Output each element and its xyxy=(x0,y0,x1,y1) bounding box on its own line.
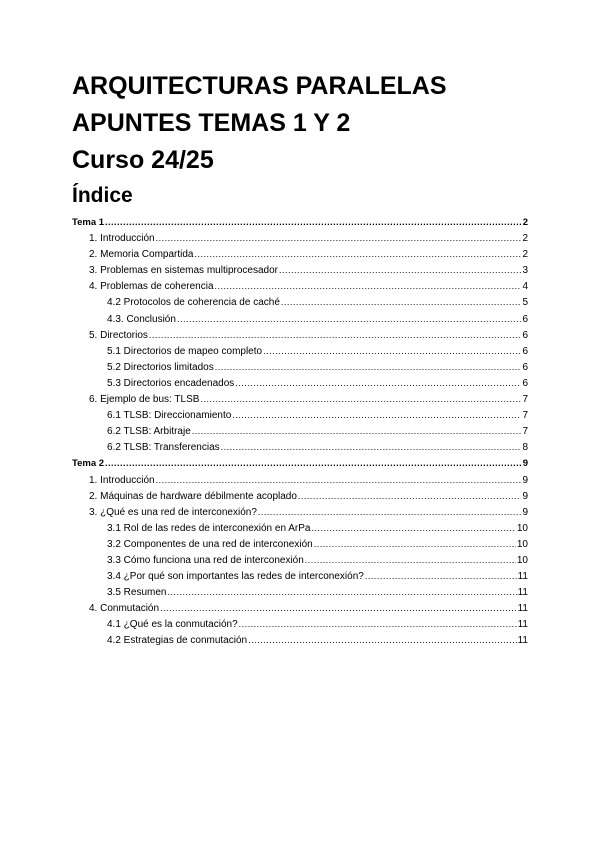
toc-entry-page: 9 xyxy=(522,490,528,502)
toc-entry-page: 9 xyxy=(522,458,528,470)
toc-entry[interactable] xyxy=(72,327,528,343)
toc-dot-leader xyxy=(167,584,516,600)
toc-entry-page: 7 xyxy=(522,410,528,422)
toc-entry-label: 3.1 Rol de las redes de interconexión en ArPa xyxy=(107,522,311,534)
toc-entry-label: 4. Conmutación xyxy=(89,603,160,615)
toc-entry-page: 2 xyxy=(522,233,528,245)
toc-entry-label: 3. Problemas en sistemas multiprocesador xyxy=(89,265,278,277)
toc-dot-leader xyxy=(305,552,516,568)
toc-dot-leader xyxy=(215,359,522,375)
toc-dot-leader xyxy=(279,262,521,278)
toc-entry-page: 5 xyxy=(522,297,528,309)
toc-entry[interactable] xyxy=(72,520,528,536)
table-of-contents xyxy=(72,214,528,649)
toc-dot-leader xyxy=(281,294,522,310)
toc-entry-label: 3.5 Resumen xyxy=(107,587,167,599)
toc-entry[interactable] xyxy=(72,343,528,359)
toc-dot-leader xyxy=(298,488,522,504)
toc-entry[interactable] xyxy=(72,294,528,310)
toc-entry-page: 8 xyxy=(522,442,528,454)
toc-entry-page: 6 xyxy=(522,313,528,325)
toc-dot-leader xyxy=(160,600,517,616)
toc-entry-label: 2. Memoria Compartida xyxy=(89,249,194,261)
toc-dot-leader xyxy=(263,343,521,359)
toc-entry-label: 2. Máquinas de hardware débilmente acoplado xyxy=(89,490,297,502)
toc-entry-label: 5. Directorios xyxy=(89,329,148,341)
toc-entry-label: 4.2 Protocolos de coherencia de caché xyxy=(107,297,280,309)
toc-entry-page: 11 xyxy=(517,603,528,615)
toc-entry[interactable] xyxy=(72,423,528,439)
index-heading: Índice xyxy=(72,184,133,207)
toc-entry[interactable] xyxy=(72,504,528,520)
toc-dot-leader xyxy=(239,616,517,632)
title-line-2: APUNTES TEMAS 1 Y 2 xyxy=(72,109,351,137)
toc-entry[interactable] xyxy=(72,584,528,600)
toc-entry-page: 10 xyxy=(516,554,528,566)
toc-dot-leader xyxy=(105,214,522,230)
toc-entry-label: 6. Ejemplo de bus: TLSB xyxy=(89,394,200,406)
toc-dot-leader xyxy=(258,504,522,520)
toc-entry[interactable] xyxy=(72,472,528,488)
toc-entry-label: 6.1 TLSB: Direccionamiento xyxy=(107,410,232,422)
toc-dot-leader xyxy=(235,375,521,391)
toc-entry-page: 2 xyxy=(522,217,528,228)
toc-entry-page: 10 xyxy=(516,538,528,550)
toc-entry-page: 11 xyxy=(517,619,528,631)
document-title xyxy=(72,68,447,179)
toc-entry-page: 11 xyxy=(517,571,528,583)
toc-dot-leader xyxy=(200,391,521,407)
toc-entry-label: 5.2 Directorios limitados xyxy=(107,361,214,373)
toc-entry[interactable] xyxy=(72,568,528,584)
toc-entry-label: 5.3 Directorios encadenados xyxy=(107,377,235,389)
toc-entry-label: 6.2 TLSB: Transferencias xyxy=(107,442,220,454)
toc-entry-page: 2 xyxy=(522,249,528,261)
toc-entry[interactable] xyxy=(72,375,528,391)
toc-entry[interactable] xyxy=(72,391,528,407)
toc-entry-page: 6 xyxy=(522,361,528,373)
toc-dot-leader xyxy=(221,439,522,455)
toc-dot-leader xyxy=(177,311,522,327)
toc-entry-label: 4.3. Conclusión xyxy=(107,313,176,325)
toc-dot-leader xyxy=(194,246,521,262)
toc-entry[interactable] xyxy=(72,407,528,423)
toc-dot-leader xyxy=(192,423,522,439)
toc-entry-page: 10 xyxy=(516,522,528,534)
toc-entry-label: 1. Introducción xyxy=(89,233,155,245)
toc-dot-leader xyxy=(215,278,522,294)
toc-entry-label: 6.2 TLSB: Arbitraje xyxy=(107,426,191,438)
toc-entry[interactable] xyxy=(72,359,528,375)
toc-entry-page: 7 xyxy=(522,426,528,438)
toc-entry[interactable] xyxy=(72,488,528,504)
toc-dot-leader xyxy=(232,407,521,423)
toc-entry-label: 4.2 Estrategias de conmutación xyxy=(107,635,248,647)
toc-entry[interactable] xyxy=(72,311,528,327)
toc-entry-label: 1. Introducción xyxy=(89,474,155,486)
toc-dot-leader xyxy=(365,568,517,584)
toc-entry-page: 11 xyxy=(517,587,528,599)
toc-dot-leader xyxy=(311,520,515,536)
toc-entry-page: 6 xyxy=(522,345,528,357)
toc-dot-leader xyxy=(156,230,522,246)
toc-dot-leader xyxy=(248,632,517,648)
toc-entry[interactable] xyxy=(72,439,528,455)
toc-entry-label: 5.1 Directorios de mapeo completo xyxy=(107,345,263,357)
toc-entry-label: 3.2 Componentes de una red de interconexión xyxy=(107,538,313,550)
toc-entry-page: 6 xyxy=(522,329,528,341)
toc-entry-label: 3. ¿Qué es una red de interconexión? xyxy=(89,506,257,518)
toc-entry[interactable] xyxy=(72,600,528,616)
toc-entry-page: 3 xyxy=(522,265,528,277)
toc-entry-label: 3.4 ¿Por qué son importantes las redes de interconexión? xyxy=(107,571,364,583)
toc-entry-page: 7 xyxy=(522,394,528,406)
title-line-3: Curso 24/25 xyxy=(72,146,214,174)
toc-entry-label: 3.3 Cómo funciona una red de interconexión xyxy=(107,554,304,566)
toc-entry[interactable] xyxy=(72,262,528,278)
toc-entry-page: 4 xyxy=(522,281,528,293)
toc-entry[interactable] xyxy=(72,246,528,262)
toc-entry-label: Tema 1 xyxy=(72,217,105,228)
toc-entry-page: 9 xyxy=(522,474,528,486)
toc-dot-leader xyxy=(156,472,522,488)
toc-dot-leader xyxy=(149,327,522,343)
toc-entry-page: 9 xyxy=(522,506,528,518)
toc-entry[interactable] xyxy=(72,536,528,552)
toc-entry[interactable] xyxy=(72,214,528,230)
toc-entry[interactable] xyxy=(72,632,528,648)
title-line-1: ARQUITECTURAS PARALELAS xyxy=(72,72,447,100)
toc-entry-label: 4.1 ¿Qué es la conmutación? xyxy=(107,619,238,631)
toc-dot-leader xyxy=(105,455,522,471)
toc-entry[interactable] xyxy=(72,230,528,246)
toc-entry[interactable] xyxy=(72,455,528,471)
toc-entry-page: 6 xyxy=(522,377,528,389)
toc-entry-label: 4. Problemas de coherencia xyxy=(89,281,214,293)
toc-entry-page: 11 xyxy=(517,635,528,647)
toc-entry-label: Tema 2 xyxy=(72,458,105,470)
toc-entry[interactable] xyxy=(72,552,528,568)
toc-entry[interactable] xyxy=(72,616,528,632)
toc-dot-leader xyxy=(314,536,516,552)
toc-entry[interactable] xyxy=(72,278,528,294)
